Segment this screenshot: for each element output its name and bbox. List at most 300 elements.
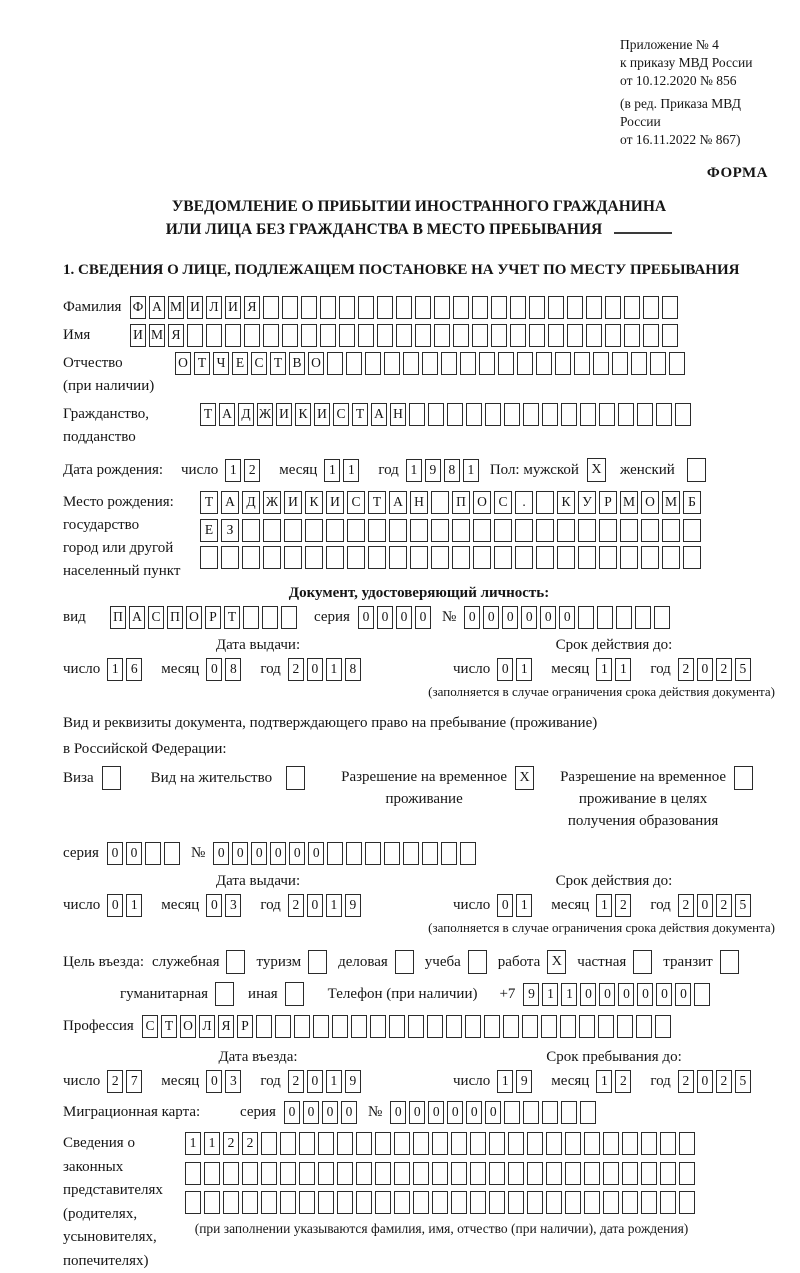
char-cell[interactable]: 1	[542, 983, 558, 1006]
char-cell[interactable]	[339, 324, 355, 347]
char-cell[interactable]	[346, 842, 362, 865]
char-cell[interactable]: 5	[735, 1070, 751, 1093]
char-cell[interactable]	[527, 1162, 543, 1185]
char-cell[interactable]: М	[662, 491, 680, 514]
char-cell[interactable]	[453, 324, 469, 347]
char-cell[interactable]: А	[219, 403, 235, 426]
char-cell[interactable]	[548, 296, 564, 319]
char-cell[interactable]	[515, 546, 533, 569]
char-cell[interactable]: С	[333, 403, 349, 426]
char-cell[interactable]	[243, 606, 259, 629]
char-cell[interactable]: 2	[107, 1070, 123, 1093]
char-cell[interactable]: 0	[466, 1101, 482, 1124]
char-cell[interactable]: 0	[697, 1070, 713, 1093]
char-cell[interactable]: 0	[497, 894, 513, 917]
char-cell[interactable]	[409, 403, 425, 426]
char-cell[interactable]: 0	[303, 1101, 319, 1124]
char-cell[interactable]	[529, 324, 545, 347]
char-cell[interactable]: 0	[341, 1101, 357, 1124]
char-cell[interactable]: Я	[244, 296, 260, 319]
char-cell[interactable]: 0	[497, 658, 513, 681]
char-cell[interactable]	[375, 1132, 391, 1155]
char-cell[interactable]	[578, 606, 594, 629]
char-cell[interactable]	[394, 1162, 410, 1185]
char-cell[interactable]	[451, 1162, 467, 1185]
char-cell[interactable]: О	[180, 1015, 196, 1038]
char-cell[interactable]: 0	[358, 606, 374, 629]
char-cell[interactable]	[460, 352, 476, 375]
char-cell[interactable]	[470, 1132, 486, 1155]
char-cell[interactable]	[503, 1015, 519, 1038]
char-cell[interactable]	[339, 296, 355, 319]
char-cell[interactable]	[320, 324, 336, 347]
sex-female-checkbox[interactable]	[687, 458, 706, 482]
char-cell[interactable]	[484, 1015, 500, 1038]
char-cell[interactable]	[422, 352, 438, 375]
char-cell[interactable]: Т	[161, 1015, 177, 1038]
char-cell[interactable]: 9	[523, 983, 539, 1006]
char-cell[interactable]	[410, 546, 428, 569]
char-cell[interactable]: 7	[126, 1070, 142, 1093]
char-cell[interactable]	[578, 519, 596, 542]
char-cell[interactable]: 0	[251, 842, 267, 865]
char-cell[interactable]	[261, 1132, 277, 1155]
char-cell[interactable]: И	[326, 491, 344, 514]
char-cell[interactable]	[413, 1191, 429, 1214]
char-cell[interactable]: 2	[244, 459, 260, 482]
char-cell[interactable]	[164, 842, 180, 865]
char-cell[interactable]: 2	[716, 1070, 732, 1093]
char-cell[interactable]: П	[167, 606, 183, 629]
char-cell[interactable]: А	[149, 296, 165, 319]
char-cell[interactable]: 0	[618, 983, 634, 1006]
char-cell[interactable]	[489, 1132, 505, 1155]
char-cell[interactable]: 0	[415, 606, 431, 629]
char-cell[interactable]	[616, 606, 632, 629]
char-cell[interactable]: А	[389, 491, 407, 514]
char-cell[interactable]	[679, 1162, 695, 1185]
char-cell[interactable]	[294, 1015, 310, 1038]
char-cell[interactable]	[655, 1015, 671, 1038]
char-cell[interactable]	[510, 296, 526, 319]
char-cell[interactable]	[452, 519, 470, 542]
char-cell[interactable]	[546, 1132, 562, 1155]
char-cell[interactable]	[389, 546, 407, 569]
char-cell[interactable]	[599, 403, 615, 426]
char-cell[interactable]	[452, 546, 470, 569]
char-cell[interactable]	[403, 352, 419, 375]
char-cell[interactable]	[280, 1162, 296, 1185]
char-cell[interactable]	[536, 352, 552, 375]
char-cell[interactable]	[422, 842, 438, 865]
char-cell[interactable]: 0	[697, 658, 713, 681]
char-cell[interactable]: 9	[345, 1070, 361, 1093]
char-cell[interactable]	[683, 519, 701, 542]
char-cell[interactable]	[432, 1191, 448, 1214]
char-cell[interactable]: Д	[238, 403, 254, 426]
char-cell[interactable]: Л	[199, 1015, 215, 1038]
sex-male-checkbox[interactable]: X	[587, 458, 606, 482]
char-cell[interactable]	[472, 296, 488, 319]
char-cell[interactable]: С	[251, 352, 267, 375]
char-cell[interactable]	[522, 1015, 538, 1038]
char-cell[interactable]	[242, 1162, 258, 1185]
char-cell[interactable]	[617, 1015, 633, 1038]
char-cell[interactable]	[185, 1162, 201, 1185]
char-cell[interactable]	[263, 296, 279, 319]
char-cell[interactable]: 1	[406, 459, 422, 482]
char-cell[interactable]: 0	[107, 894, 123, 917]
char-cell[interactable]	[624, 296, 640, 319]
char-cell[interactable]	[473, 546, 491, 569]
char-cell[interactable]	[327, 842, 343, 865]
char-cell[interactable]: 0	[307, 1070, 323, 1093]
char-cell[interactable]	[622, 1132, 638, 1155]
char-cell[interactable]	[280, 1191, 296, 1214]
char-cell[interactable]	[504, 1101, 520, 1124]
char-cell[interactable]	[451, 1191, 467, 1214]
char-cell[interactable]: 0	[390, 1101, 406, 1124]
char-cell[interactable]: 0	[270, 842, 286, 865]
char-cell[interactable]	[263, 519, 281, 542]
business-checkbox[interactable]	[395, 950, 414, 974]
char-cell[interactable]: 6	[126, 658, 142, 681]
char-cell[interactable]: Р	[237, 1015, 253, 1038]
char-cell[interactable]	[384, 842, 400, 865]
char-cell[interactable]: А	[129, 606, 145, 629]
char-cell[interactable]	[580, 403, 596, 426]
char-cell[interactable]	[261, 1191, 277, 1214]
char-cell[interactable]	[396, 296, 412, 319]
char-cell[interactable]	[284, 546, 302, 569]
char-cell[interactable]: С	[148, 606, 164, 629]
char-cell[interactable]	[603, 1162, 619, 1185]
char-cell[interactable]: 5	[735, 894, 751, 917]
char-cell[interactable]	[204, 1162, 220, 1185]
char-cell[interactable]	[599, 546, 617, 569]
char-cell[interactable]	[637, 403, 653, 426]
char-cell[interactable]	[557, 519, 575, 542]
char-cell[interactable]	[434, 296, 450, 319]
char-cell[interactable]	[593, 352, 609, 375]
char-cell[interactable]: М	[168, 296, 184, 319]
char-cell[interactable]: А	[221, 491, 239, 514]
char-cell[interactable]	[662, 546, 680, 569]
char-cell[interactable]	[434, 324, 450, 347]
char-cell[interactable]: 1	[225, 459, 241, 482]
char-cell[interactable]: 1	[516, 658, 532, 681]
char-cell[interactable]	[356, 1132, 372, 1155]
char-cell[interactable]	[584, 1132, 600, 1155]
char-cell[interactable]	[185, 1191, 201, 1214]
char-cell[interactable]	[447, 403, 463, 426]
char-cell[interactable]	[375, 1191, 391, 1214]
char-cell[interactable]: 3	[225, 894, 241, 917]
char-cell[interactable]	[145, 842, 161, 865]
char-cell[interactable]	[527, 1132, 543, 1155]
char-cell[interactable]	[536, 491, 554, 514]
char-cell[interactable]	[284, 519, 302, 542]
char-cell[interactable]: Б	[683, 491, 701, 514]
char-cell[interactable]: 0	[396, 606, 412, 629]
char-cell[interactable]	[242, 1191, 258, 1214]
char-cell[interactable]	[523, 1101, 539, 1124]
char-cell[interactable]	[641, 546, 659, 569]
char-cell[interactable]	[263, 324, 279, 347]
char-cell[interactable]	[643, 296, 659, 319]
char-cell[interactable]	[327, 352, 343, 375]
char-cell[interactable]	[508, 1162, 524, 1185]
char-cell[interactable]	[605, 296, 621, 319]
char-cell[interactable]: 0	[307, 658, 323, 681]
char-cell[interactable]: 2	[223, 1132, 239, 1155]
char-cell[interactable]	[546, 1162, 562, 1185]
char-cell[interactable]: 0	[502, 606, 518, 629]
char-cell[interactable]: С	[494, 491, 512, 514]
char-cell[interactable]	[579, 1015, 595, 1038]
char-cell[interactable]: 0	[637, 983, 653, 1006]
char-cell[interactable]	[622, 1162, 638, 1185]
char-cell[interactable]	[365, 842, 381, 865]
char-cell[interactable]	[301, 324, 317, 347]
char-cell[interactable]: 0	[447, 1101, 463, 1124]
char-cell[interactable]	[485, 403, 501, 426]
char-cell[interactable]	[578, 546, 596, 569]
char-cell[interactable]	[318, 1132, 334, 1155]
char-cell[interactable]	[460, 842, 476, 865]
char-cell[interactable]: К	[295, 403, 311, 426]
char-cell[interactable]: П	[110, 606, 126, 629]
char-cell[interactable]	[320, 296, 336, 319]
char-cell[interactable]: 1	[326, 658, 342, 681]
char-cell[interactable]	[620, 546, 638, 569]
char-cell[interactable]	[641, 519, 659, 542]
char-cell[interactable]: 2	[288, 1070, 304, 1093]
char-cell[interactable]: 0	[485, 1101, 501, 1124]
residence-permit-checkbox[interactable]	[286, 766, 305, 790]
tourism-checkbox[interactable]	[308, 950, 327, 974]
char-cell[interactable]	[660, 1132, 676, 1155]
char-cell[interactable]: И	[314, 403, 330, 426]
char-cell[interactable]	[470, 1162, 486, 1185]
char-cell[interactable]	[242, 546, 260, 569]
char-cell[interactable]: И	[225, 296, 241, 319]
char-cell[interactable]	[368, 546, 386, 569]
char-cell[interactable]	[574, 352, 590, 375]
char-cell[interactable]: 1	[561, 983, 577, 1006]
char-cell[interactable]	[337, 1191, 353, 1214]
char-cell[interactable]	[660, 1162, 676, 1185]
char-cell[interactable]: 0	[206, 658, 222, 681]
char-cell[interactable]: Н	[390, 403, 406, 426]
char-cell[interactable]	[403, 842, 419, 865]
char-cell[interactable]	[313, 1015, 329, 1038]
char-cell[interactable]	[491, 296, 507, 319]
char-cell[interactable]	[466, 403, 482, 426]
char-cell[interactable]: 2	[716, 658, 732, 681]
char-cell[interactable]	[358, 324, 374, 347]
char-cell[interactable]: С	[142, 1015, 158, 1038]
char-cell[interactable]: 0	[428, 1101, 444, 1124]
char-cell[interactable]	[679, 1191, 695, 1214]
char-cell[interactable]: 0	[206, 1070, 222, 1093]
char-cell[interactable]: 1	[326, 894, 342, 917]
char-cell[interactable]	[584, 1191, 600, 1214]
char-cell[interactable]: Ж	[257, 403, 273, 426]
work-checkbox[interactable]: X	[547, 950, 566, 974]
char-cell[interactable]	[555, 352, 571, 375]
char-cell[interactable]	[441, 842, 457, 865]
char-cell[interactable]	[263, 546, 281, 569]
char-cell[interactable]: 2	[615, 1070, 631, 1093]
char-cell[interactable]: Ч	[213, 352, 229, 375]
char-cell[interactable]: 0	[213, 842, 229, 865]
char-cell[interactable]: 0	[232, 842, 248, 865]
char-cell[interactable]	[242, 519, 260, 542]
char-cell[interactable]	[605, 324, 621, 347]
char-cell[interactable]	[396, 324, 412, 347]
char-cell[interactable]: 9	[516, 1070, 532, 1093]
char-cell[interactable]: В	[289, 352, 305, 375]
char-cell[interactable]	[598, 1015, 614, 1038]
char-cell[interactable]	[275, 1015, 291, 1038]
char-cell[interactable]	[561, 1101, 577, 1124]
char-cell[interactable]: 0	[126, 842, 142, 865]
private-checkbox[interactable]	[633, 950, 652, 974]
char-cell[interactable]	[332, 1015, 348, 1038]
char-cell[interactable]: 1	[596, 1070, 612, 1093]
char-cell[interactable]	[347, 519, 365, 542]
char-cell[interactable]: К	[557, 491, 575, 514]
char-cell[interactable]: Р	[205, 606, 221, 629]
char-cell[interactable]	[337, 1132, 353, 1155]
char-cell[interactable]	[225, 324, 241, 347]
char-cell[interactable]: И	[130, 324, 146, 347]
char-cell[interactable]	[622, 1191, 638, 1214]
other-checkbox[interactable]	[285, 982, 304, 1006]
char-cell[interactable]	[654, 606, 670, 629]
char-cell[interactable]: 0	[559, 606, 575, 629]
char-cell[interactable]	[586, 296, 602, 319]
char-cell[interactable]: 5	[735, 658, 751, 681]
char-cell[interactable]	[377, 296, 393, 319]
char-cell[interactable]	[282, 296, 298, 319]
char-cell[interactable]	[565, 1162, 581, 1185]
char-cell[interactable]: 0	[599, 983, 615, 1006]
char-cell[interactable]: 0	[697, 894, 713, 917]
char-cell[interactable]	[635, 606, 651, 629]
char-cell[interactable]: 8	[225, 658, 241, 681]
char-cell[interactable]	[599, 519, 617, 542]
char-cell[interactable]	[368, 519, 386, 542]
char-cell[interactable]: 2	[288, 658, 304, 681]
char-cell[interactable]	[636, 1015, 652, 1038]
char-cell[interactable]	[624, 324, 640, 347]
char-cell[interactable]	[244, 324, 260, 347]
char-cell[interactable]: 9	[425, 459, 441, 482]
char-cell[interactable]	[223, 1191, 239, 1214]
char-cell[interactable]	[413, 1132, 429, 1155]
transit-checkbox[interactable]	[720, 950, 739, 974]
char-cell[interactable]	[389, 519, 407, 542]
char-cell[interactable]: .	[515, 491, 533, 514]
char-cell[interactable]	[365, 352, 381, 375]
char-cell[interactable]	[523, 403, 539, 426]
char-cell[interactable]	[299, 1191, 315, 1214]
char-cell[interactable]	[262, 606, 278, 629]
char-cell[interactable]	[597, 606, 613, 629]
char-cell[interactable]	[660, 1191, 676, 1214]
char-cell[interactable]: 8	[444, 459, 460, 482]
char-cell[interactable]: Т	[224, 606, 240, 629]
char-cell[interactable]	[281, 606, 297, 629]
char-cell[interactable]	[318, 1162, 334, 1185]
char-cell[interactable]	[432, 1162, 448, 1185]
char-cell[interactable]	[662, 519, 680, 542]
char-cell[interactable]: И	[187, 296, 203, 319]
char-cell[interactable]	[282, 324, 298, 347]
char-cell[interactable]	[206, 324, 222, 347]
char-cell[interactable]: 0	[580, 983, 596, 1006]
char-cell[interactable]	[413, 1162, 429, 1185]
char-cell[interactable]: 0	[409, 1101, 425, 1124]
char-cell[interactable]: 0	[464, 606, 480, 629]
char-cell[interactable]	[204, 1191, 220, 1214]
char-cell[interactable]	[415, 324, 431, 347]
char-cell[interactable]	[536, 546, 554, 569]
char-cell[interactable]: М	[149, 324, 165, 347]
char-cell[interactable]	[567, 324, 583, 347]
char-cell[interactable]: Е	[200, 519, 218, 542]
char-cell[interactable]	[694, 983, 710, 1006]
char-cell[interactable]	[356, 1191, 372, 1214]
char-cell[interactable]: 8	[345, 658, 361, 681]
char-cell[interactable]: Т	[200, 491, 218, 514]
char-cell[interactable]	[451, 1132, 467, 1155]
char-cell[interactable]: 1	[204, 1132, 220, 1155]
char-cell[interactable]	[515, 519, 533, 542]
char-cell[interactable]: 2	[678, 658, 694, 681]
char-cell[interactable]: 1	[596, 894, 612, 917]
char-cell[interactable]: Я	[218, 1015, 234, 1038]
char-cell[interactable]: И	[276, 403, 292, 426]
char-cell[interactable]	[473, 519, 491, 542]
char-cell[interactable]	[221, 546, 239, 569]
char-cell[interactable]	[517, 352, 533, 375]
char-cell[interactable]: 1	[463, 459, 479, 482]
char-cell[interactable]	[351, 1015, 367, 1038]
char-cell[interactable]	[305, 519, 323, 542]
char-cell[interactable]: П	[452, 491, 470, 514]
char-cell[interactable]: З	[221, 519, 239, 542]
char-cell[interactable]: 1	[326, 1070, 342, 1093]
char-cell[interactable]	[326, 519, 344, 542]
char-cell[interactable]: 2	[716, 894, 732, 917]
char-cell[interactable]: 3	[225, 1070, 241, 1093]
char-cell[interactable]	[641, 1132, 657, 1155]
char-cell[interactable]: Н	[410, 491, 428, 514]
char-cell[interactable]	[394, 1132, 410, 1155]
char-cell[interactable]: 0	[307, 894, 323, 917]
char-cell[interactable]	[347, 546, 365, 569]
char-cell[interactable]	[548, 324, 564, 347]
char-cell[interactable]	[643, 324, 659, 347]
char-cell[interactable]	[656, 403, 672, 426]
char-cell[interactable]	[394, 1191, 410, 1214]
char-cell[interactable]	[389, 1015, 405, 1038]
char-cell[interactable]	[631, 352, 647, 375]
char-cell[interactable]	[527, 1191, 543, 1214]
